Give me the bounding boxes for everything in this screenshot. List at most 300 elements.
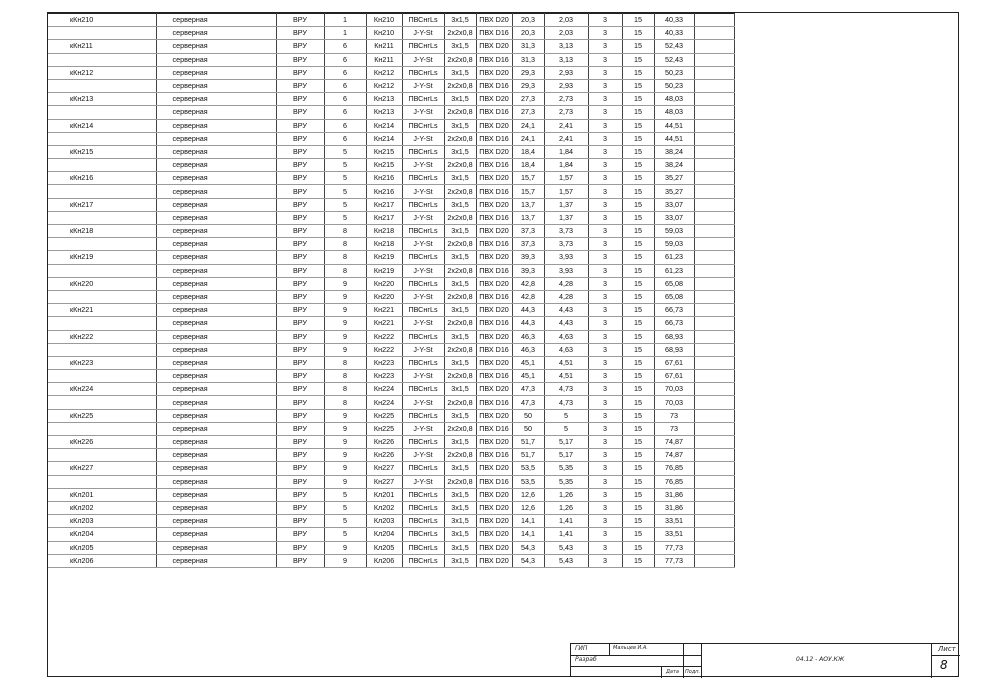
total-length-cell: 50,23 xyxy=(654,79,694,92)
total-length-cell: 50,23 xyxy=(654,66,694,79)
group-no-cell: 1 xyxy=(324,27,366,40)
conduit-cell: ПВХ D20 xyxy=(476,225,512,238)
total-length-cell: 76,85 xyxy=(654,462,694,475)
notes-cell xyxy=(694,383,734,396)
length-cell: 15,7 xyxy=(512,172,544,185)
conduit-cell: ПВХ D16 xyxy=(476,132,512,145)
table-row xyxy=(48,40,960,53)
room-cell: серверная xyxy=(156,528,276,541)
cable-type-cell: J-Y-St xyxy=(402,396,444,409)
switchboard-cell: ВРУ xyxy=(276,27,324,40)
cable-type-cell: J-Y-St xyxy=(402,27,444,40)
conduit-cell: ПВХ D16 xyxy=(476,370,512,383)
line-name-cell: Кн214 xyxy=(366,132,402,145)
gip-name: Мальцев И.А. xyxy=(613,645,648,651)
line-name-cell: Кн212 xyxy=(366,79,402,92)
drop-cell: 3 xyxy=(588,396,622,409)
switchboard-cell: ВРУ xyxy=(276,422,324,435)
room-cell: серверная xyxy=(156,264,276,277)
reserve-cell: 3,13 xyxy=(544,40,588,53)
cross-section-cell: 3х1,5 xyxy=(444,501,476,514)
switchboard-cell: ВРУ xyxy=(276,343,324,356)
title-block-stamp xyxy=(570,643,959,677)
cable-type-cell: ПВСнгLs xyxy=(402,488,444,501)
cable-mark-cell: кКн222 xyxy=(48,330,156,343)
drop-cell: 3 xyxy=(588,198,622,211)
drop-cell: 3 xyxy=(588,290,622,303)
table-row xyxy=(48,436,960,449)
switchboard-cell: ВРУ xyxy=(276,198,324,211)
total-length-cell: 74,87 xyxy=(654,436,694,449)
switchboard-cell: ВРУ xyxy=(276,449,324,462)
cable-mark-cell: кКн223 xyxy=(48,356,156,369)
length-cell: 45,1 xyxy=(512,356,544,369)
cable-mark-cell: кКл202 xyxy=(48,501,156,514)
cable-type-cell: ПВСнгLs xyxy=(402,356,444,369)
cable-mark-cell xyxy=(48,396,156,409)
cable-type-cell: J-Y-St xyxy=(402,290,444,303)
date-label: Дата xyxy=(666,669,679,675)
notes-cell xyxy=(694,475,734,488)
cable-schedule-table xyxy=(48,13,960,568)
extra-cell: 15 xyxy=(622,396,654,409)
extra-cell: 15 xyxy=(622,145,654,158)
cable-type-cell: ПВСнгLs xyxy=(402,225,444,238)
notes-cell xyxy=(694,277,734,290)
group-no-cell: 9 xyxy=(324,343,366,356)
conduit-cell: ПВХ D16 xyxy=(476,343,512,356)
cable-mark-cell xyxy=(48,475,156,488)
length-cell: 24,1 xyxy=(512,132,544,145)
table-row xyxy=(48,449,960,462)
reserve-cell: 3,93 xyxy=(544,251,588,264)
total-length-cell: 77,73 xyxy=(654,554,694,567)
reserve-cell: 1,26 xyxy=(544,488,588,501)
cable-type-cell: ПВСнгLs xyxy=(402,145,444,158)
cable-mark-cell xyxy=(48,132,156,145)
length-cell: 13,7 xyxy=(512,211,544,224)
conduit-cell: ПВХ D20 xyxy=(476,356,512,369)
group-no-cell: 6 xyxy=(324,79,366,92)
line-name-cell: Кн217 xyxy=(366,211,402,224)
room-cell: серверная xyxy=(156,14,276,27)
cable-type-cell: ПВСнгLs xyxy=(402,528,444,541)
group-no-cell: 9 xyxy=(324,541,366,554)
cable-mark-cell xyxy=(48,79,156,92)
table-row xyxy=(48,515,960,528)
room-cell: серверная xyxy=(156,449,276,462)
cross-section-cell: 2х2х0,8 xyxy=(444,422,476,435)
total-length-cell: 38,24 xyxy=(654,159,694,172)
length-cell: 39,3 xyxy=(512,251,544,264)
extra-cell: 15 xyxy=(622,132,654,145)
signature-label: Подп. xyxy=(685,669,701,675)
line-name-cell: Кн220 xyxy=(366,277,402,290)
switchboard-cell: ВРУ xyxy=(276,40,324,53)
table-row xyxy=(48,132,960,145)
room-cell: серверная xyxy=(156,277,276,290)
table-row xyxy=(48,330,960,343)
drop-cell: 3 xyxy=(588,277,622,290)
group-no-cell: 9 xyxy=(324,475,366,488)
table-row xyxy=(48,356,960,369)
drop-cell: 3 xyxy=(588,330,622,343)
line-name-cell: Кн214 xyxy=(366,119,402,132)
cable-type-cell: ПВСнгLs xyxy=(402,409,444,422)
total-length-cell: 33,07 xyxy=(654,198,694,211)
drop-cell: 3 xyxy=(588,145,622,158)
conduit-cell: ПВХ D16 xyxy=(476,422,512,435)
cross-section-cell: 3х1,5 xyxy=(444,356,476,369)
cable-mark-cell xyxy=(48,317,156,330)
room-cell: серверная xyxy=(156,330,276,343)
drop-cell: 3 xyxy=(588,79,622,92)
cable-mark-cell: кКл203 xyxy=(48,515,156,528)
drop-cell: 3 xyxy=(588,93,622,106)
conduit-cell: ПВХ D20 xyxy=(476,330,512,343)
line-name-cell: Кл204 xyxy=(366,528,402,541)
table-body xyxy=(48,14,960,568)
cable-mark-cell: кКн224 xyxy=(48,383,156,396)
room-cell: серверная xyxy=(156,462,276,475)
table-row xyxy=(48,53,960,66)
cable-mark-cell xyxy=(48,422,156,435)
cable-type-cell: ПВСнгLs xyxy=(402,119,444,132)
total-length-cell: 48,03 xyxy=(654,106,694,119)
notes-cell xyxy=(694,106,734,119)
reserve-cell: 4,63 xyxy=(544,343,588,356)
group-no-cell: 9 xyxy=(324,422,366,435)
length-cell: 47,3 xyxy=(512,396,544,409)
notes-cell xyxy=(694,211,734,224)
switchboard-cell: ВРУ xyxy=(276,14,324,27)
notes-cell xyxy=(694,172,734,185)
group-no-cell: 9 xyxy=(324,304,366,317)
length-cell: 42,8 xyxy=(512,290,544,303)
room-cell: серверная xyxy=(156,409,276,422)
drop-cell: 3 xyxy=(588,449,622,462)
cable-mark-cell: кКн210 xyxy=(48,14,156,27)
conduit-cell: ПВХ D20 xyxy=(476,541,512,554)
group-no-cell: 9 xyxy=(324,409,366,422)
room-cell: серверная xyxy=(156,238,276,251)
extra-cell: 15 xyxy=(622,119,654,132)
cross-section-cell: 2х2х0,8 xyxy=(444,264,476,277)
reserve-cell: 5,43 xyxy=(544,554,588,567)
line-name-cell: Кн211 xyxy=(366,53,402,66)
switchboard-cell: ВРУ xyxy=(276,436,324,449)
notes-cell xyxy=(694,449,734,462)
cable-type-cell: ПВСнгLs xyxy=(402,515,444,528)
switchboard-cell: ВРУ xyxy=(276,317,324,330)
razrab-label: Разраб xyxy=(575,656,597,663)
room-cell: серверная xyxy=(156,317,276,330)
total-length-cell: 66,73 xyxy=(654,317,694,330)
group-no-cell: 8 xyxy=(324,225,366,238)
room-cell: серверная xyxy=(156,132,276,145)
cable-type-cell: ПВСнгLs xyxy=(402,14,444,27)
room-cell: серверная xyxy=(156,198,276,211)
cross-section-cell: 2х2х0,8 xyxy=(444,396,476,409)
cross-section-cell: 2х2х0,8 xyxy=(444,290,476,303)
extra-cell: 15 xyxy=(622,422,654,435)
room-cell: серверная xyxy=(156,422,276,435)
group-no-cell: 5 xyxy=(324,145,366,158)
group-no-cell: 9 xyxy=(324,277,366,290)
cross-section-cell: 2х2х0,8 xyxy=(444,475,476,488)
notes-cell xyxy=(694,541,734,554)
room-cell: серверная xyxy=(156,475,276,488)
drop-cell: 3 xyxy=(588,475,622,488)
notes-cell xyxy=(694,40,734,53)
cross-section-cell: 2х2х0,8 xyxy=(444,343,476,356)
reserve-cell: 4,43 xyxy=(544,304,588,317)
notes-cell xyxy=(694,198,734,211)
line-name-cell: Кл203 xyxy=(366,515,402,528)
conduit-cell: ПВХ D16 xyxy=(476,290,512,303)
reserve-cell: 4,63 xyxy=(544,330,588,343)
length-cell: 15,7 xyxy=(512,185,544,198)
table-row xyxy=(48,277,960,290)
total-length-cell: 35,27 xyxy=(654,172,694,185)
length-cell: 29,3 xyxy=(512,79,544,92)
cable-mark-cell: кКл201 xyxy=(48,488,156,501)
length-cell: 20,3 xyxy=(512,27,544,40)
length-cell: 12,6 xyxy=(512,501,544,514)
total-length-cell: 74,87 xyxy=(654,449,694,462)
length-cell: 37,3 xyxy=(512,238,544,251)
length-cell: 51,7 xyxy=(512,436,544,449)
cable-type-cell: J-Y-St xyxy=(402,449,444,462)
cross-section-cell: 3х1,5 xyxy=(444,145,476,158)
total-length-cell: 65,08 xyxy=(654,290,694,303)
length-cell: 42,8 xyxy=(512,277,544,290)
group-no-cell: 8 xyxy=(324,264,366,277)
cable-type-cell: ПВСнгLs xyxy=(402,277,444,290)
table-row xyxy=(48,462,960,475)
conduit-cell: ПВХ D20 xyxy=(476,277,512,290)
conduit-cell: ПВХ D16 xyxy=(476,317,512,330)
group-no-cell: 6 xyxy=(324,40,366,53)
cable-mark-cell: кКн212 xyxy=(48,66,156,79)
group-no-cell: 9 xyxy=(324,330,366,343)
group-no-cell: 6 xyxy=(324,106,366,119)
drop-cell: 3 xyxy=(588,211,622,224)
cable-mark-cell: кКн225 xyxy=(48,409,156,422)
cross-section-cell: 2х2х0,8 xyxy=(444,185,476,198)
notes-cell xyxy=(694,79,734,92)
drop-cell: 3 xyxy=(588,515,622,528)
total-length-cell: 31,86 xyxy=(654,488,694,501)
reserve-cell: 5,35 xyxy=(544,462,588,475)
room-cell: серверная xyxy=(156,515,276,528)
cross-section-cell: 3х1,5 xyxy=(444,409,476,422)
extra-cell: 15 xyxy=(622,211,654,224)
drop-cell: 3 xyxy=(588,172,622,185)
conduit-cell: ПВХ D16 xyxy=(476,53,512,66)
cable-mark-cell: кКн214 xyxy=(48,119,156,132)
total-length-cell: 35,27 xyxy=(654,185,694,198)
reserve-cell: 4,51 xyxy=(544,356,588,369)
notes-cell xyxy=(694,501,734,514)
total-length-cell: 48,03 xyxy=(654,93,694,106)
cable-mark-cell xyxy=(48,343,156,356)
notes-cell xyxy=(694,396,734,409)
notes-cell xyxy=(694,119,734,132)
reserve-cell: 3,93 xyxy=(544,264,588,277)
extra-cell: 15 xyxy=(622,462,654,475)
room-cell: серверная xyxy=(156,304,276,317)
cross-section-cell: 2х2х0,8 xyxy=(444,449,476,462)
notes-cell xyxy=(694,330,734,343)
notes-cell xyxy=(694,14,734,27)
line-name-cell: Кн220 xyxy=(366,290,402,303)
reserve-cell: 1,84 xyxy=(544,159,588,172)
cable-type-cell: J-Y-St xyxy=(402,317,444,330)
conduit-cell: ПВХ D20 xyxy=(476,251,512,264)
drop-cell: 3 xyxy=(588,66,622,79)
reserve-cell: 5,17 xyxy=(544,436,588,449)
conduit-cell: ПВХ D16 xyxy=(476,159,512,172)
notes-cell xyxy=(694,515,734,528)
conduit-cell: ПВХ D20 xyxy=(476,436,512,449)
length-cell: 13,7 xyxy=(512,198,544,211)
line-name-cell: Кн216 xyxy=(366,172,402,185)
drop-cell: 3 xyxy=(588,119,622,132)
extra-cell: 15 xyxy=(622,172,654,185)
room-cell: серверная xyxy=(156,106,276,119)
total-length-cell: 40,33 xyxy=(654,27,694,40)
drop-cell: 3 xyxy=(588,238,622,251)
total-length-cell: 52,43 xyxy=(654,40,694,53)
table-row xyxy=(48,185,960,198)
line-name-cell: Кн223 xyxy=(366,356,402,369)
document-code: 04.12 - АОУ.КЖ xyxy=(796,656,845,663)
drop-cell: 3 xyxy=(588,225,622,238)
room-cell: серверная xyxy=(156,541,276,554)
line-name-cell: Кн224 xyxy=(366,383,402,396)
group-no-cell: 5 xyxy=(324,185,366,198)
drop-cell: 3 xyxy=(588,462,622,475)
line-name-cell: Кн221 xyxy=(366,304,402,317)
length-cell: 53,5 xyxy=(512,475,544,488)
notes-cell xyxy=(694,304,734,317)
length-cell: 14,1 xyxy=(512,528,544,541)
switchboard-cell: ВРУ xyxy=(276,159,324,172)
switchboard-cell: ВРУ xyxy=(276,172,324,185)
switchboard-cell: ВРУ xyxy=(276,356,324,369)
cable-type-cell: J-Y-St xyxy=(402,475,444,488)
line-name-cell: Кн218 xyxy=(366,225,402,238)
group-no-cell: 5 xyxy=(324,211,366,224)
line-name-cell: Кн223 xyxy=(366,370,402,383)
cable-mark-cell xyxy=(48,211,156,224)
conduit-cell: ПВХ D20 xyxy=(476,198,512,211)
total-length-cell: 77,73 xyxy=(654,541,694,554)
group-no-cell: 8 xyxy=(324,370,366,383)
length-cell: 29,3 xyxy=(512,66,544,79)
cross-section-cell: 3х1,5 xyxy=(444,554,476,567)
room-cell: серверная xyxy=(156,79,276,92)
cable-type-cell: J-Y-St xyxy=(402,343,444,356)
group-no-cell: 5 xyxy=(324,159,366,172)
length-cell: 50 xyxy=(512,422,544,435)
line-name-cell: Кн222 xyxy=(366,343,402,356)
cable-mark-cell: кКн220 xyxy=(48,277,156,290)
total-length-cell: 33,51 xyxy=(654,528,694,541)
reserve-cell: 2,03 xyxy=(544,27,588,40)
cable-mark-cell: кКн226 xyxy=(48,436,156,449)
table-row xyxy=(48,79,960,92)
reserve-cell: 3,73 xyxy=(544,238,588,251)
reserve-cell: 1,37 xyxy=(544,198,588,211)
line-name-cell: Кн213 xyxy=(366,106,402,119)
length-cell: 27,3 xyxy=(512,93,544,106)
cable-type-cell: J-Y-St xyxy=(402,159,444,172)
conduit-cell: ПВХ D16 xyxy=(476,264,512,277)
room-cell: серверная xyxy=(156,119,276,132)
line-name-cell: Кн225 xyxy=(366,409,402,422)
notes-cell xyxy=(694,27,734,40)
switchboard-cell: ВРУ xyxy=(276,238,324,251)
table-row xyxy=(48,119,960,132)
total-length-cell: 67,61 xyxy=(654,356,694,369)
total-length-cell: 38,24 xyxy=(654,145,694,158)
extra-cell: 15 xyxy=(622,53,654,66)
cable-type-cell: ПВСнгLs xyxy=(402,172,444,185)
cross-section-cell: 3х1,5 xyxy=(444,383,476,396)
table-row xyxy=(48,343,960,356)
drop-cell: 3 xyxy=(588,528,622,541)
notes-cell xyxy=(694,370,734,383)
cross-section-cell: 2х2х0,8 xyxy=(444,211,476,224)
room-cell: серверная xyxy=(156,172,276,185)
reserve-cell: 5,43 xyxy=(544,541,588,554)
extra-cell: 15 xyxy=(622,356,654,369)
total-length-cell: 59,03 xyxy=(654,238,694,251)
table-row xyxy=(48,145,960,158)
line-name-cell: Кн217 xyxy=(366,198,402,211)
switchboard-cell: ВРУ xyxy=(276,554,324,567)
extra-cell: 15 xyxy=(622,251,654,264)
line-name-cell: Кн224 xyxy=(366,396,402,409)
cross-section-cell: 3х1,5 xyxy=(444,541,476,554)
group-no-cell: 9 xyxy=(324,462,366,475)
drop-cell: 3 xyxy=(588,251,622,264)
room-cell: серверная xyxy=(156,159,276,172)
length-cell: 27,3 xyxy=(512,106,544,119)
conduit-cell: ПВХ D16 xyxy=(476,79,512,92)
group-no-cell: 6 xyxy=(324,53,366,66)
line-name-cell: Кн210 xyxy=(366,27,402,40)
conduit-cell: ПВХ D16 xyxy=(476,27,512,40)
length-cell: 39,3 xyxy=(512,264,544,277)
table-row xyxy=(48,159,960,172)
cable-type-cell: ПВСнгLs xyxy=(402,66,444,79)
cross-section-cell: 2х2х0,8 xyxy=(444,53,476,66)
switchboard-cell: ВРУ xyxy=(276,106,324,119)
reserve-cell: 4,51 xyxy=(544,370,588,383)
reserve-cell: 4,73 xyxy=(544,396,588,409)
cable-type-cell: J-Y-St xyxy=(402,422,444,435)
group-no-cell: 9 xyxy=(324,449,366,462)
cable-type-cell: ПВСнгLs xyxy=(402,93,444,106)
cross-section-cell: 3х1,5 xyxy=(444,436,476,449)
extra-cell: 15 xyxy=(622,238,654,251)
room-cell: серверная xyxy=(156,290,276,303)
extra-cell: 15 xyxy=(622,14,654,27)
switchboard-cell: ВРУ xyxy=(276,409,324,422)
